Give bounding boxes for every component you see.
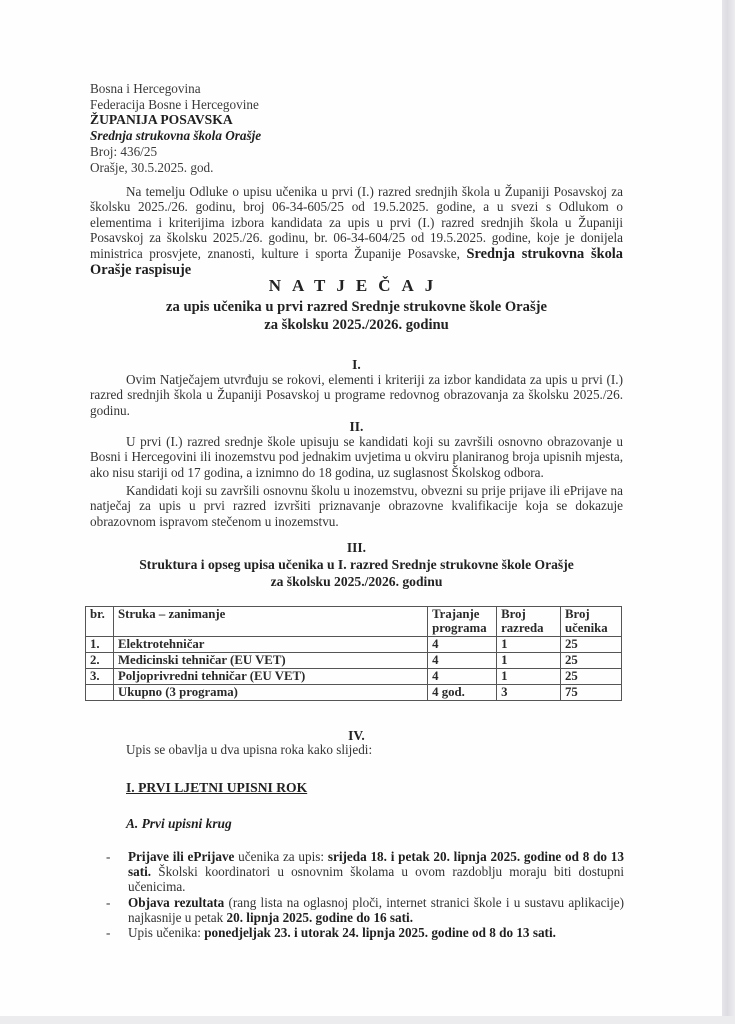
bullet-text: (rang lista na oglasnoj ploči, internet stranici škole i u sustavu aplikacije) najkasnije u petak (128, 894, 624, 925)
cell-duration: 4 (428, 669, 497, 685)
page-edge-bottom (0, 1016, 735, 1024)
list-item (106, 895, 624, 925)
section-3-title-2: za školsku 2025./2026. godinu (270, 574, 443, 589)
table-row (86, 637, 622, 653)
page-title: NATJEČAJ (268, 276, 445, 295)
cell-occupation: Elektrotehničar (113, 637, 427, 653)
header-cell-students: Broj učenika (561, 607, 622, 637)
cell-duration: 4 (428, 653, 497, 669)
cell-number: 2. (86, 653, 114, 669)
bullet-dash: - (106, 925, 111, 941)
bullet-bold-date: ponedjeljak 23. i utorak 24. lipnja 2025. godine od 8 do 13 sati. (204, 925, 556, 941)
cell-classes: 1 (497, 669, 561, 685)
cell-students: 25 (561, 669, 622, 685)
bullet-dash: - (106, 894, 111, 910)
page-edge-right (722, 0, 735, 1024)
intro-paragraph (90, 184, 623, 278)
bullet-bold-date: srijeda 18. i petak 20. lipnja 2025. godine od 8 do 13 sati. (128, 849, 624, 880)
cell-number: 3. (86, 669, 114, 685)
section-2-numeral: II. (349, 419, 364, 434)
list-item (106, 849, 624, 895)
section-4-intro: Upis se obavlja u dva upisna roka kako slijedi: (126, 742, 373, 757)
intro-text: Na temelju Odluke o upisu učenika u prvi (I.) razred srednjih škola u Županiji Posavskoj za školsku 2025./26. godinu, broj 06-34-605/25 od 19.5.2025. godine, a u svezi s Odlukom o elementima i kriterijima izbora kandidata za upis u prvi (I.) razred srednjih škola u Županiji Posavskoj za školsku 2025./26. godinu, br. 06-34-604/25 od 19.5.2025. godine, koje je donijela ministrica prosvjete, znanosti, kulture i sporta Županije Posavske, (90, 184, 623, 261)
cell-students: 25 (561, 637, 622, 653)
header-cell-duration: Trajanje programa (428, 607, 497, 637)
table-row (86, 653, 622, 669)
header-country: Bosna i Hercegovina (90, 81, 201, 96)
table-header-row (86, 607, 622, 637)
cell-number: 1. (86, 637, 114, 653)
bullet-bold-label: Prijave ili ePrijave (128, 849, 235, 864)
section-1-numeral: I. (352, 357, 361, 372)
bullet-text: učenika za upis: (234, 849, 328, 864)
bullet-text-end: Školski koordinatori u osnovnim školama u ovom razdoblju moraju biti dostupni učenicima. (128, 864, 624, 895)
header-federation: Federacija Bosne i Hercegovine (90, 97, 259, 112)
section-2-para-2 (90, 483, 623, 529)
cell-occupation: Medicinski tehničar (EU VET) (113, 653, 427, 669)
cell-occupation: Ukupno (3 programa) (113, 685, 427, 701)
table-row (86, 669, 622, 685)
bullet-dash: - (106, 849, 111, 864)
header-cell-number: br. (86, 607, 114, 637)
title-subtitle-1: za upis učenika u prvi razred Srednje strukovne škole Orašje (166, 299, 547, 315)
cell-students: 75 (561, 685, 622, 701)
cell-occupation: Poljoprivredni tehničar (EU VET) (113, 669, 427, 685)
section-4-heading: I. PRVI LJETNI UPISNI ROK (126, 780, 308, 795)
section-4-subheading: A. Prvi upisni krug (126, 816, 232, 831)
bullet-bold-label: Objava rezultata (128, 894, 225, 910)
cell-classes: 1 (497, 653, 561, 669)
title-subtitle-2: za školsku 2025./2026. godinu (264, 317, 449, 333)
section-2-para-2-text: Kandidati koji su završili osnovnu školu u inozemstvu, obvezni su prije prijave ili ePrijave na natječaj za upis u prvi razred izvršiti priznavanje obrazovne kvalifikacije koja se dokazuje obrazovnom ispravom stečenom u inozemstvu. (90, 483, 623, 529)
cell-duration: 4 (428, 637, 497, 653)
section-1-text (90, 372, 623, 418)
cell-classes: 1 (497, 637, 561, 653)
header-cell-classes: Broj razreda (497, 607, 561, 637)
section-3-title-1: Struktura i opseg upisa učenika u I. razred Srednje strukovne škole Orašje (139, 557, 574, 572)
section-3-numeral: III. (346, 540, 367, 555)
section-2-para-1-text: U prvi (I.) razred srednje škole upisuju se kandidati koji su završili osnovno obrazovanje u Bosni i Hercegovini ili inozemstvu pod jednakim uvjetima u okviru planiranog broja upisnih mjesta, ako nisu stariji od 17 godina, a iznimno do 18 godina, uz suglasnost Školskog odbora. (90, 434, 623, 480)
cell-number (86, 685, 114, 701)
header-number: Broj: 436/25 (90, 144, 158, 159)
section-4-numeral: IV. (348, 728, 365, 743)
enrollment-table (85, 606, 622, 701)
header-date: Orašje, 30.5.2025. god. (90, 160, 214, 175)
cell-duration: 4 god. (428, 685, 497, 701)
cell-students: 25 (561, 653, 622, 669)
bullet-bold-date: 20. lipnja 2025. godine do 16 sati. (226, 909, 414, 925)
header-cell-occupation: Struka – zanimanje (113, 607, 427, 637)
header-county: ŽUPANIJA POSAVSKA (90, 112, 233, 127)
cell-classes: 3 (497, 685, 561, 701)
section-2-para-1 (90, 434, 623, 480)
header-school: Srednja strukovna škola Orašje (90, 128, 262, 143)
schedule-list (106, 849, 624, 940)
table-total-row (86, 685, 622, 701)
intro-bold-end: Srednja strukovna škola Orašje raspisuje (90, 245, 623, 279)
section-1-body: Ovim Natječajem utvrđuju se rokovi, elementi i kriteriji za izbor kandidata za upis u prvi (I.) razred srednjih škola u Županiji Posavskoj u programe redovnog obrazovanja za školsku 2025./26. godinu. (90, 372, 623, 418)
list-item (106, 925, 624, 940)
bullet-text: Upis učenika: (128, 925, 205, 941)
